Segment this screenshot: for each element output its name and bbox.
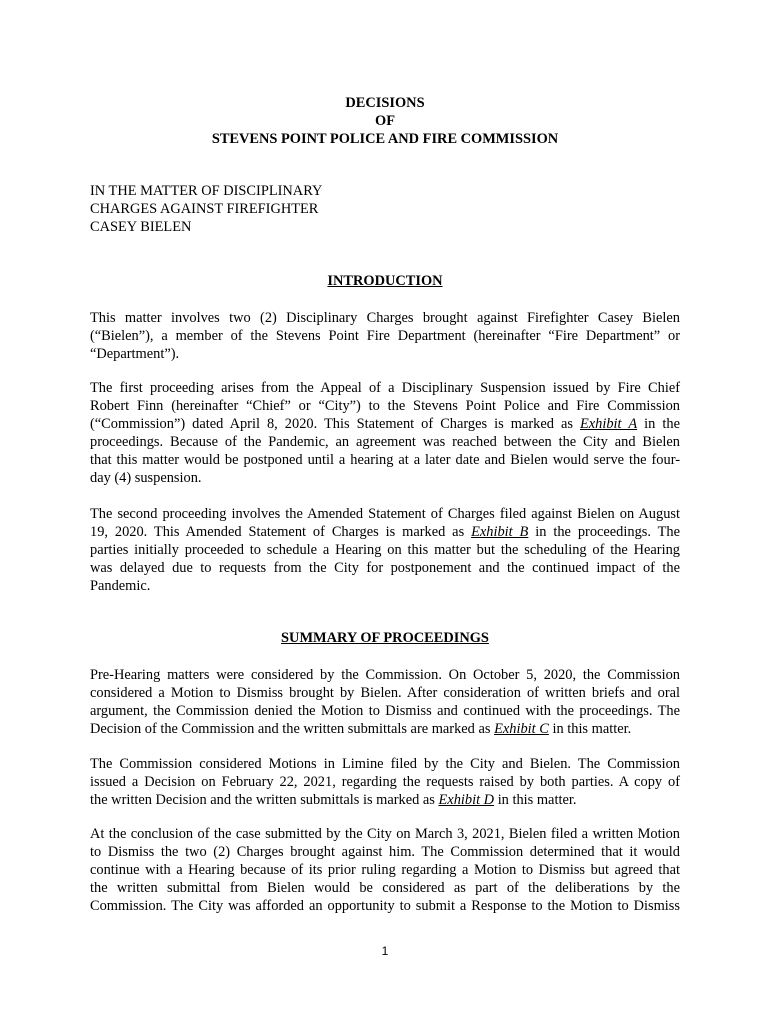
text-line: continue with a Hearing because of its prior ruling regarding a Motion to Dismiss but agreed that (90, 862, 680, 878)
text-line: (“Bielen”), a member of the Stevens Point Fire Department (hereinafter “Fire Department” or (90, 328, 680, 344)
text-line: considered a Motion to Dismiss brought by Bielen. After consideration of written briefs and oral (90, 685, 680, 701)
text-run: (“Commission”) dated April 8, 2020. This Statement of Charges is marked as (90, 416, 573, 432)
text-line: At the conclusion of the case submitted by the City on March 3, 2021, Bielen filed a written Motion (90, 826, 680, 842)
text-run: 19, 2020. This Amended Statement of Charges is marked as (90, 524, 465, 540)
text-line: to Dismiss the two (2) Charges brought against him. The Commission determined that it would (90, 844, 680, 860)
text-line: issued a Decision on February 22, 2021, regarding the requests raised by both parties. A copy of (90, 774, 680, 790)
exhibit-c-reference: Exhibit C (494, 721, 549, 737)
text-line: was delayed due to requests from the City for postponement and the continued impact of the (90, 560, 680, 576)
introduction-heading: INTRODUCTION (327, 273, 443, 289)
text-line: argument, the Commission denied the Motion to Dismiss and continued with the proceedings. The (90, 703, 680, 719)
matter-caption (90, 182, 690, 236)
text-run: in this matter. (552, 721, 632, 737)
text-line: The first proceeding arises from the Appeal of a Disciplinary Suspension issued by Fire Chief (90, 380, 680, 396)
text-line: Commission. The City was afforded an opportunity to submit a Response to the Motion to Dismiss (90, 898, 680, 914)
text-line: The Commission considered Motions in Limine filed by the City and Bielen. The Commission (90, 756, 680, 772)
exhibit-a-reference: Exhibit A (579, 416, 638, 432)
text-line: Pre-Hearing matters were considered by the Commission. On October 5, 2020, the Commission (90, 667, 680, 683)
page-number: 1 (381, 944, 389, 958)
introduction-paragraph-2 (90, 379, 680, 487)
exhibit-d-reference: Exhibit D (438, 792, 495, 808)
text-line: day (4) suspension. (90, 470, 202, 486)
matter-line: CHARGES AGAINST FIREFIGHTER (90, 201, 319, 217)
matter-line: IN THE MATTER OF DISCIPLINARY (90, 183, 323, 199)
text-run: in the (644, 416, 680, 432)
summary-paragraph-2 (90, 755, 680, 809)
text-run: in this matter. (497, 792, 577, 808)
summary-paragraph-3 (90, 825, 680, 915)
introduction-paragraph-1 (90, 309, 680, 363)
text-line: parties initially proceeded to schedule a Hearing on this matter but the scheduling of the Hearing (90, 542, 680, 558)
text-run: in the proceedings. The (535, 524, 680, 540)
title-line: DECISIONS (345, 95, 425, 111)
exhibit-b-reference: Exhibit B (471, 524, 529, 540)
summary-paragraph-1 (90, 666, 680, 738)
text-line: “Department”). (90, 346, 180, 362)
summary-heading: SUMMARY OF PROCEEDINGS (281, 630, 489, 646)
text-line (90, 523, 680, 541)
text-line (90, 791, 680, 809)
text-line: the written submittal from Bielen would be considered as part of the deliberations by the (90, 880, 680, 896)
title-line: OF (375, 113, 395, 129)
text-line: Pandemic. (90, 578, 151, 594)
introduction-paragraph-3 (90, 505, 680, 595)
text-run: Decision of the Commission and the written submittals are marked as (90, 721, 491, 737)
document-title (0, 94, 770, 148)
text-line: proceedings. Because of the Pandemic, an agreement was reached between the City and Bielen (90, 434, 680, 450)
text-line: Robert Finn (hereinafter “Chief” or “City”) to the Stevens Point Police and Fire Commission (90, 398, 680, 414)
text-line: This matter involves two (2) Disciplinary Charges brought against Firefighter Casey Bielen (90, 310, 680, 326)
text-line: The second proceeding involves the Amended Statement of Charges filed against Bielen on August (90, 506, 680, 522)
title-line: STEVENS POINT POLICE AND FIRE COMMISSION (211, 131, 559, 147)
matter-line: CASEY BIELEN (90, 219, 192, 235)
text-line: that this matter would be postponed until a hearing at a later date and Bielen would serve the four- (90, 452, 680, 468)
text-line (90, 415, 680, 433)
text-line (90, 720, 680, 738)
text-run: the written Decision and the written submittals is marked as (90, 792, 435, 808)
